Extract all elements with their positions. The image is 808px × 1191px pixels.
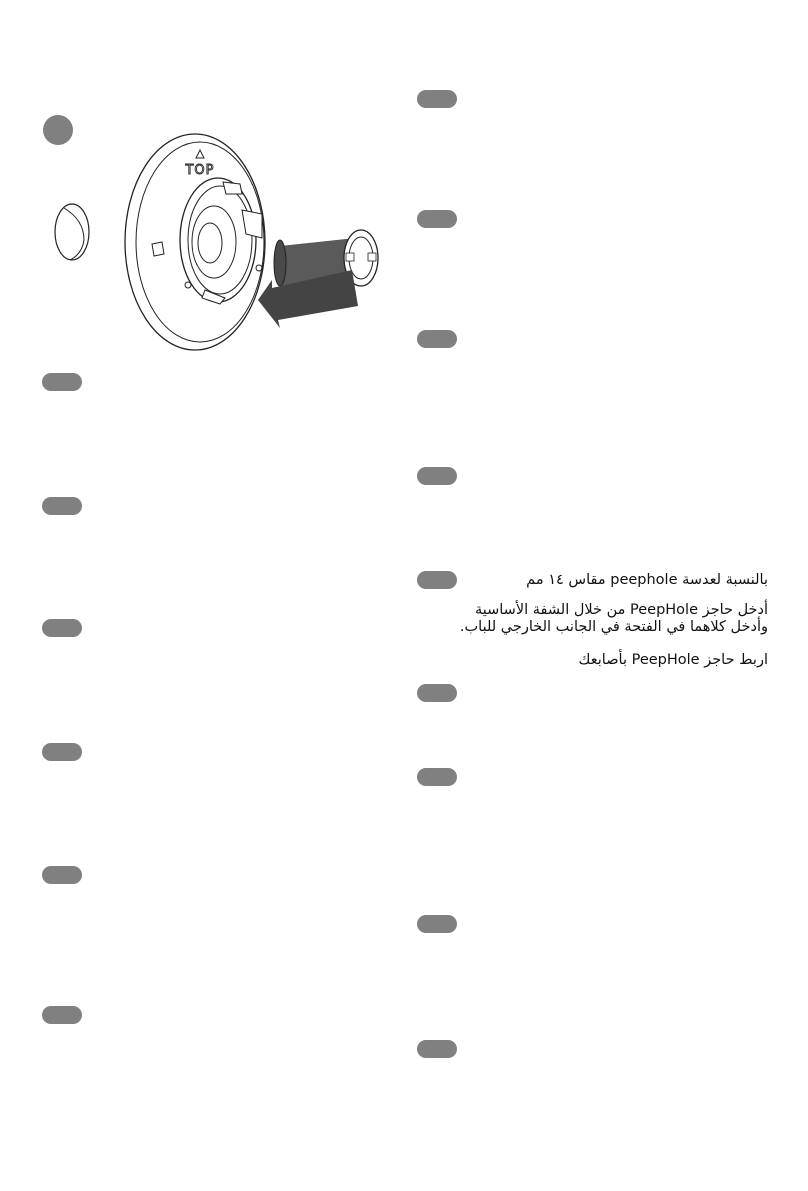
step-badge xyxy=(42,497,82,515)
heading-text: بالنسبة لعدسة peephole مقاس ١٤ مم xyxy=(526,572,768,588)
step-badge xyxy=(417,684,457,702)
instruction-insert xyxy=(460,602,768,636)
step-badge xyxy=(42,1006,82,1024)
step-badge xyxy=(417,1040,457,1058)
step-badge xyxy=(417,467,457,485)
step-badge xyxy=(417,330,457,348)
step-badge xyxy=(42,743,82,761)
step-badge xyxy=(42,866,82,884)
step-badge xyxy=(417,768,457,786)
top-label: TOP xyxy=(185,163,215,178)
insert-line-2: وأدخل كلاهما في الفتحة في الجانب الخارجي للباب. xyxy=(459,619,768,635)
step-badge xyxy=(42,619,82,637)
instruction-heading xyxy=(526,572,768,589)
step-badge xyxy=(417,915,457,933)
instruction-attach xyxy=(579,652,768,669)
step-badge xyxy=(417,571,457,589)
door-hole-icon xyxy=(55,204,89,260)
step-badge xyxy=(417,90,457,108)
step-badge xyxy=(417,210,457,228)
attach-text: اربط حاجز PeepHole بأصابعك xyxy=(578,652,768,668)
step-badge xyxy=(42,373,82,391)
peephole-flange-illustration xyxy=(40,130,400,360)
insert-line-1: أدخل حاجز PeepHole من خلال الشفة الأساسية xyxy=(474,602,768,618)
